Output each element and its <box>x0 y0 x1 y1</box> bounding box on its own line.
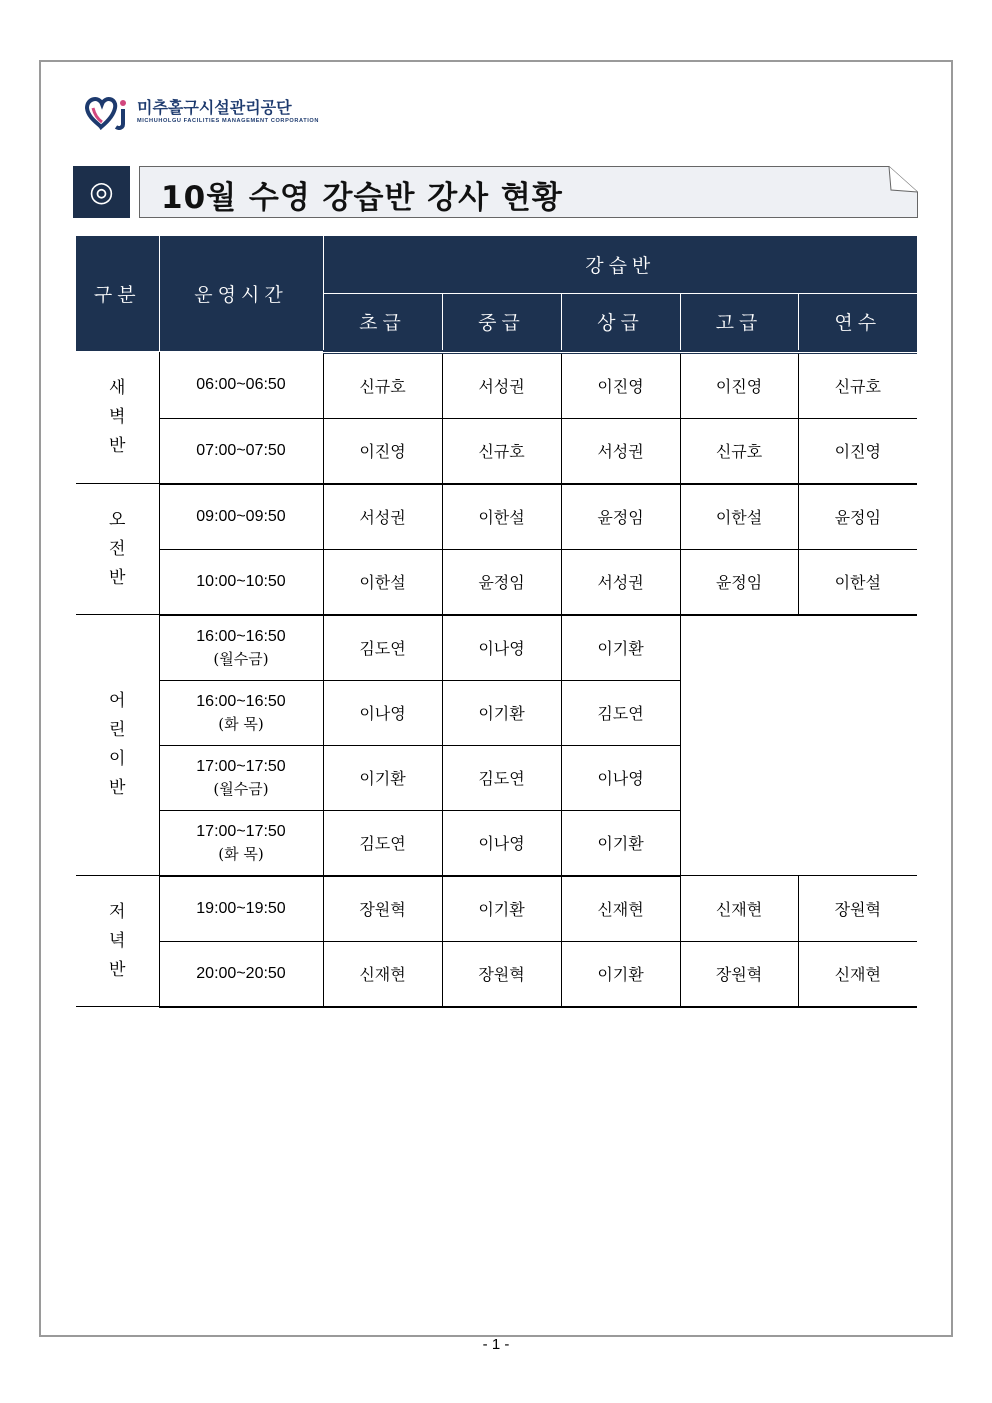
time-days-note: (월수금) <box>213 649 269 668</box>
page-number: - 1 - <box>482 1336 510 1353</box>
time-days-note: (월수금) <box>213 779 269 798</box>
header-level: 중급 <box>442 294 561 352</box>
instructor-cell: 김도연 <box>323 615 442 681</box>
header-level: 고급 <box>680 294 798 352</box>
time-range: 10:00~10:50 <box>196 572 286 590</box>
instructor-cell: 이나영 <box>561 745 680 810</box>
time-days-note: (화 목) <box>218 844 264 863</box>
time-cell <box>159 549 323 615</box>
title-banner <box>139 166 918 218</box>
instructor-cell: 이기환 <box>561 941 680 1007</box>
table-row <box>76 484 917 550</box>
instructor-cell: 장원혁 <box>442 941 561 1007</box>
table-row <box>76 615 917 681</box>
time-range: 19:00~19:50 <box>196 899 286 917</box>
instructor-cell: 김도연 <box>323 810 442 876</box>
time-range: 20:00~20:50 <box>196 964 286 982</box>
time-cell <box>159 484 323 550</box>
instructor-cell: 김도연 <box>561 680 680 745</box>
title-marker <box>73 166 130 218</box>
instructor-cell: 이진영 <box>798 418 917 484</box>
instructor-cell: 이나영 <box>323 680 442 745</box>
instructor-cell: 이기환 <box>561 615 680 681</box>
instructor-cell: 이한설 <box>680 484 798 550</box>
header-category: 구분 <box>76 236 159 352</box>
instructor-cell: 이나영 <box>442 615 561 681</box>
organization-subtitle: MICHUHOLGU FACILITIES MANAGEMENT CORPORATION <box>137 118 319 124</box>
time-range: 09:00~09:50 <box>196 507 286 525</box>
time-cell <box>159 680 323 745</box>
time-range: 17:00~17:50 <box>196 822 286 840</box>
instructor-cell: 윤정임 <box>561 484 680 550</box>
header-time: 운영시간 <box>159 236 323 352</box>
logo-mark-icon <box>83 94 129 130</box>
instructor-cell: 이나영 <box>442 810 561 876</box>
instructor-cell: 신규호 <box>680 418 798 484</box>
instructor-cell: 윤정임 <box>442 549 561 615</box>
instructor-cell: 이기환 <box>561 810 680 876</box>
time-range: 06:00~06:50 <box>196 375 286 393</box>
header-level: 상급 <box>561 294 680 352</box>
time-cell <box>159 352 323 419</box>
time-cell <box>159 615 323 681</box>
header-classes: 강습반 <box>323 236 917 294</box>
group-label: 저 녁 반 <box>76 876 159 1007</box>
group-label: 새 벽 반 <box>76 352 159 484</box>
instructor-cell: 서성권 <box>561 418 680 484</box>
table-row <box>76 876 917 942</box>
time-range: 16:00~16:50 <box>196 692 286 710</box>
empty-cell <box>680 615 917 876</box>
instructor-cell: 이기환 <box>442 876 561 942</box>
instructor-cell: 이한설 <box>798 549 917 615</box>
time-days-note: (화 목) <box>218 714 264 733</box>
organization-name: 미추홀구시설관리공단 <box>137 98 292 117</box>
instructor-schedule-table <box>76 235 917 1008</box>
instructor-cell: 장원혁 <box>798 876 917 942</box>
header-level: 연수 <box>798 294 917 352</box>
instructor-cell: 김도연 <box>442 745 561 810</box>
time-cell <box>159 810 323 876</box>
table-row <box>76 352 917 419</box>
table-row <box>76 418 917 484</box>
instructor-cell: 장원혁 <box>323 876 442 942</box>
instructor-cell: 이기환 <box>442 680 561 745</box>
instructor-cell: 신규호 <box>323 352 442 419</box>
instructor-cell: 신재현 <box>680 876 798 942</box>
instructor-cell: 이기환 <box>323 745 442 810</box>
time-range: 07:00~07:50 <box>196 441 286 459</box>
time-cell <box>159 418 323 484</box>
group-label: 오 전 반 <box>76 484 159 615</box>
time-cell <box>159 876 323 942</box>
instructor-cell: 이한설 <box>323 549 442 615</box>
instructor-cell: 신재현 <box>561 876 680 942</box>
instructor-cell: 신규호 <box>442 418 561 484</box>
instructor-cell: 서성권 <box>561 549 680 615</box>
organization-logo <box>83 92 319 132</box>
instructor-cell: 윤정임 <box>798 484 917 550</box>
instructor-cell: 신규호 <box>798 352 917 419</box>
instructor-cell: 이진영 <box>561 352 680 419</box>
header-level: 초급 <box>323 294 442 352</box>
table-row <box>76 549 917 615</box>
time-cell <box>159 941 323 1007</box>
group-label: 어 린 이 반 <box>76 615 159 876</box>
instructor-cell: 신재현 <box>323 941 442 1007</box>
double-circle-icon: ◎ <box>89 175 114 208</box>
table-row <box>76 941 917 1007</box>
page-title: 10월 수영 강습반 강사 현황 <box>161 180 563 216</box>
instructor-cell: 윤정임 <box>680 549 798 615</box>
instructor-cell: 서성권 <box>323 484 442 550</box>
instructor-cell: 이한설 <box>442 484 561 550</box>
instructor-cell: 신재현 <box>798 941 917 1007</box>
instructor-cell: 장원혁 <box>680 941 798 1007</box>
time-range: 16:00~16:50 <box>196 627 286 645</box>
time-range: 17:00~17:50 <box>196 757 286 775</box>
time-cell <box>159 745 323 810</box>
instructor-cell: 이진영 <box>323 418 442 484</box>
instructor-cell: 서성권 <box>442 352 561 419</box>
instructor-cell: 이진영 <box>680 352 798 419</box>
